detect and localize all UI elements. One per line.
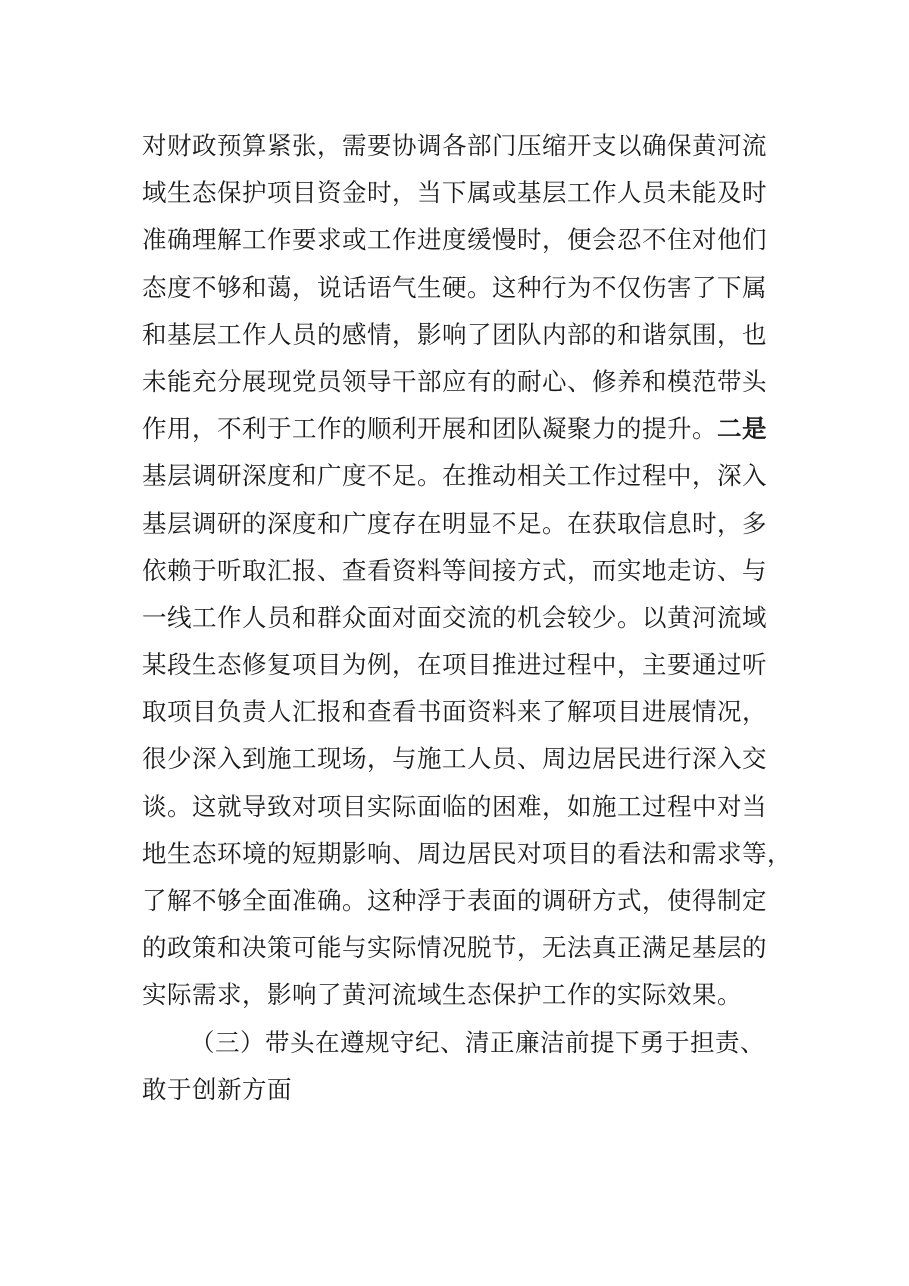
text-line: 基层调研深度和广度不足。在推动相关工作过程中，深入 [142, 461, 767, 491]
text-line: 依赖于听取汇报、查看资料等间接方式，而实地走访、与 [142, 555, 767, 585]
text-line: 实际需求，影响了黄河流域生态保护工作的实际效果。 [142, 980, 742, 1010]
text-line: 未能充分展现党员领导干部应有的耐心、修养和模范带头 [142, 366, 767, 396]
text-line: 和基层工作人员的感情，影响了团队内部的和谐氛围，也 [142, 319, 767, 349]
text-line: 谈。这就导致对项目实际面临的困难，如施工过程中对当 [142, 791, 767, 821]
text-line: 某段生态修复项目为例，在项目推进过程中，主要通过听 [142, 650, 767, 680]
body-text [142, 122, 792, 1113]
text-line: 准确理解工作要求或工作进度缓慢时，便会忍不住对他们 [142, 225, 767, 255]
text-line-with-bold [142, 405, 772, 452]
text-line: 的政策和决策可能与实际情况脱节，无法真正满足基层的 [142, 933, 767, 963]
text-line: 基层调研的深度和广度存在明显不足。在获取信息时，多 [142, 508, 767, 538]
bold-marker: 二是 [717, 414, 767, 444]
text-line: 了解不够全面准确。这种浮于表面的调研方式，使得制定 [142, 886, 767, 915]
text-line: 地生态环境的短期影响、周边居民对项目的看法和需求等， [142, 838, 792, 868]
section-heading-line: （三）带头在遵规守纪、清正廉洁前提下勇于担责、 [190, 1027, 765, 1057]
text-line: 对财政预算紧张，需要协调各部门压缩开支以确保黄河流 [142, 131, 767, 160]
text-line: 态度不够和蔼，说话语气生硬。这种行为不仅伤害了下属 [142, 272, 767, 302]
text-line: 取项目负责人汇报和查看书面资料来了解项目进展情况， [142, 697, 767, 727]
section-heading-line: 敢于创新方面 [142, 1074, 292, 1104]
text-line: 很少深入到施工现场，与施工人员、周边居民进行深入交 [142, 744, 767, 774]
text-line: 域生态保护项目资金时，当下属或基层工作人员未能及时 [142, 178, 767, 208]
text-run: 作用，不利于工作的顺利开展和团队凝聚力的提升。 [142, 414, 717, 444]
text-line: 一线工作人员和群众面对面交流的机会较少。以黄河流域 [142, 602, 767, 632]
